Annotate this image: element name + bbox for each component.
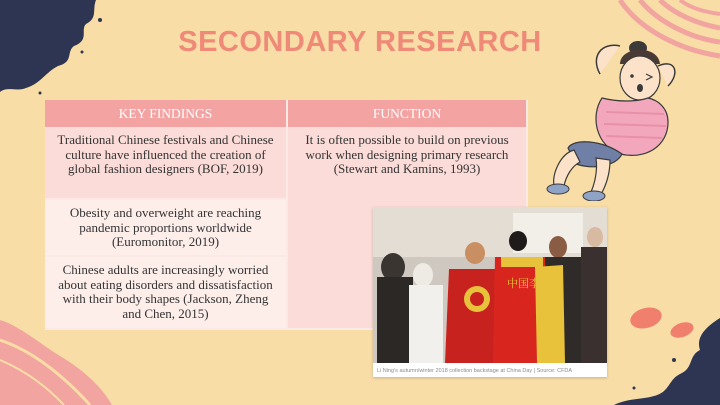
finding-cell: Obesity and overweight are reaching pandemic proportions worldwide (Euromonitor, 2019): [45, 199, 287, 256]
backstage-scene: [373, 207, 607, 363]
pink-blobs: [620, 296, 710, 346]
finding-cell: Traditional Chinese festivals and Chinese culture have influenced the creation of global fashion designers (BOF, 2019): [45, 127, 287, 199]
photo-caption: Li Ning's autumn/winter 2018 collection backstage at China Day | Source: CFDA: [377, 368, 573, 374]
jacket-text: 中国李宁: [507, 277, 551, 290]
slide-title: SECONDARY RESEARCH: [178, 26, 542, 58]
runway-photo: [373, 207, 607, 377]
table-row: [45, 127, 527, 199]
woman-situp-illustration: [540, 36, 705, 201]
function-cell: It is often possible to build on previous work when designing primary research (Stewart and Kamins, 1993): [287, 127, 527, 329]
table-header-row: [45, 100, 527, 127]
finding-cell: Chinese adults are increasingly worried about eating disorders and dissatisfaction with their body shapes (Jackson, Zheng and Chen, 2015): [45, 256, 287, 329]
header-function: FUNCTION: [287, 100, 527, 127]
header-key-findings: KEY FINDINGS: [45, 100, 287, 127]
